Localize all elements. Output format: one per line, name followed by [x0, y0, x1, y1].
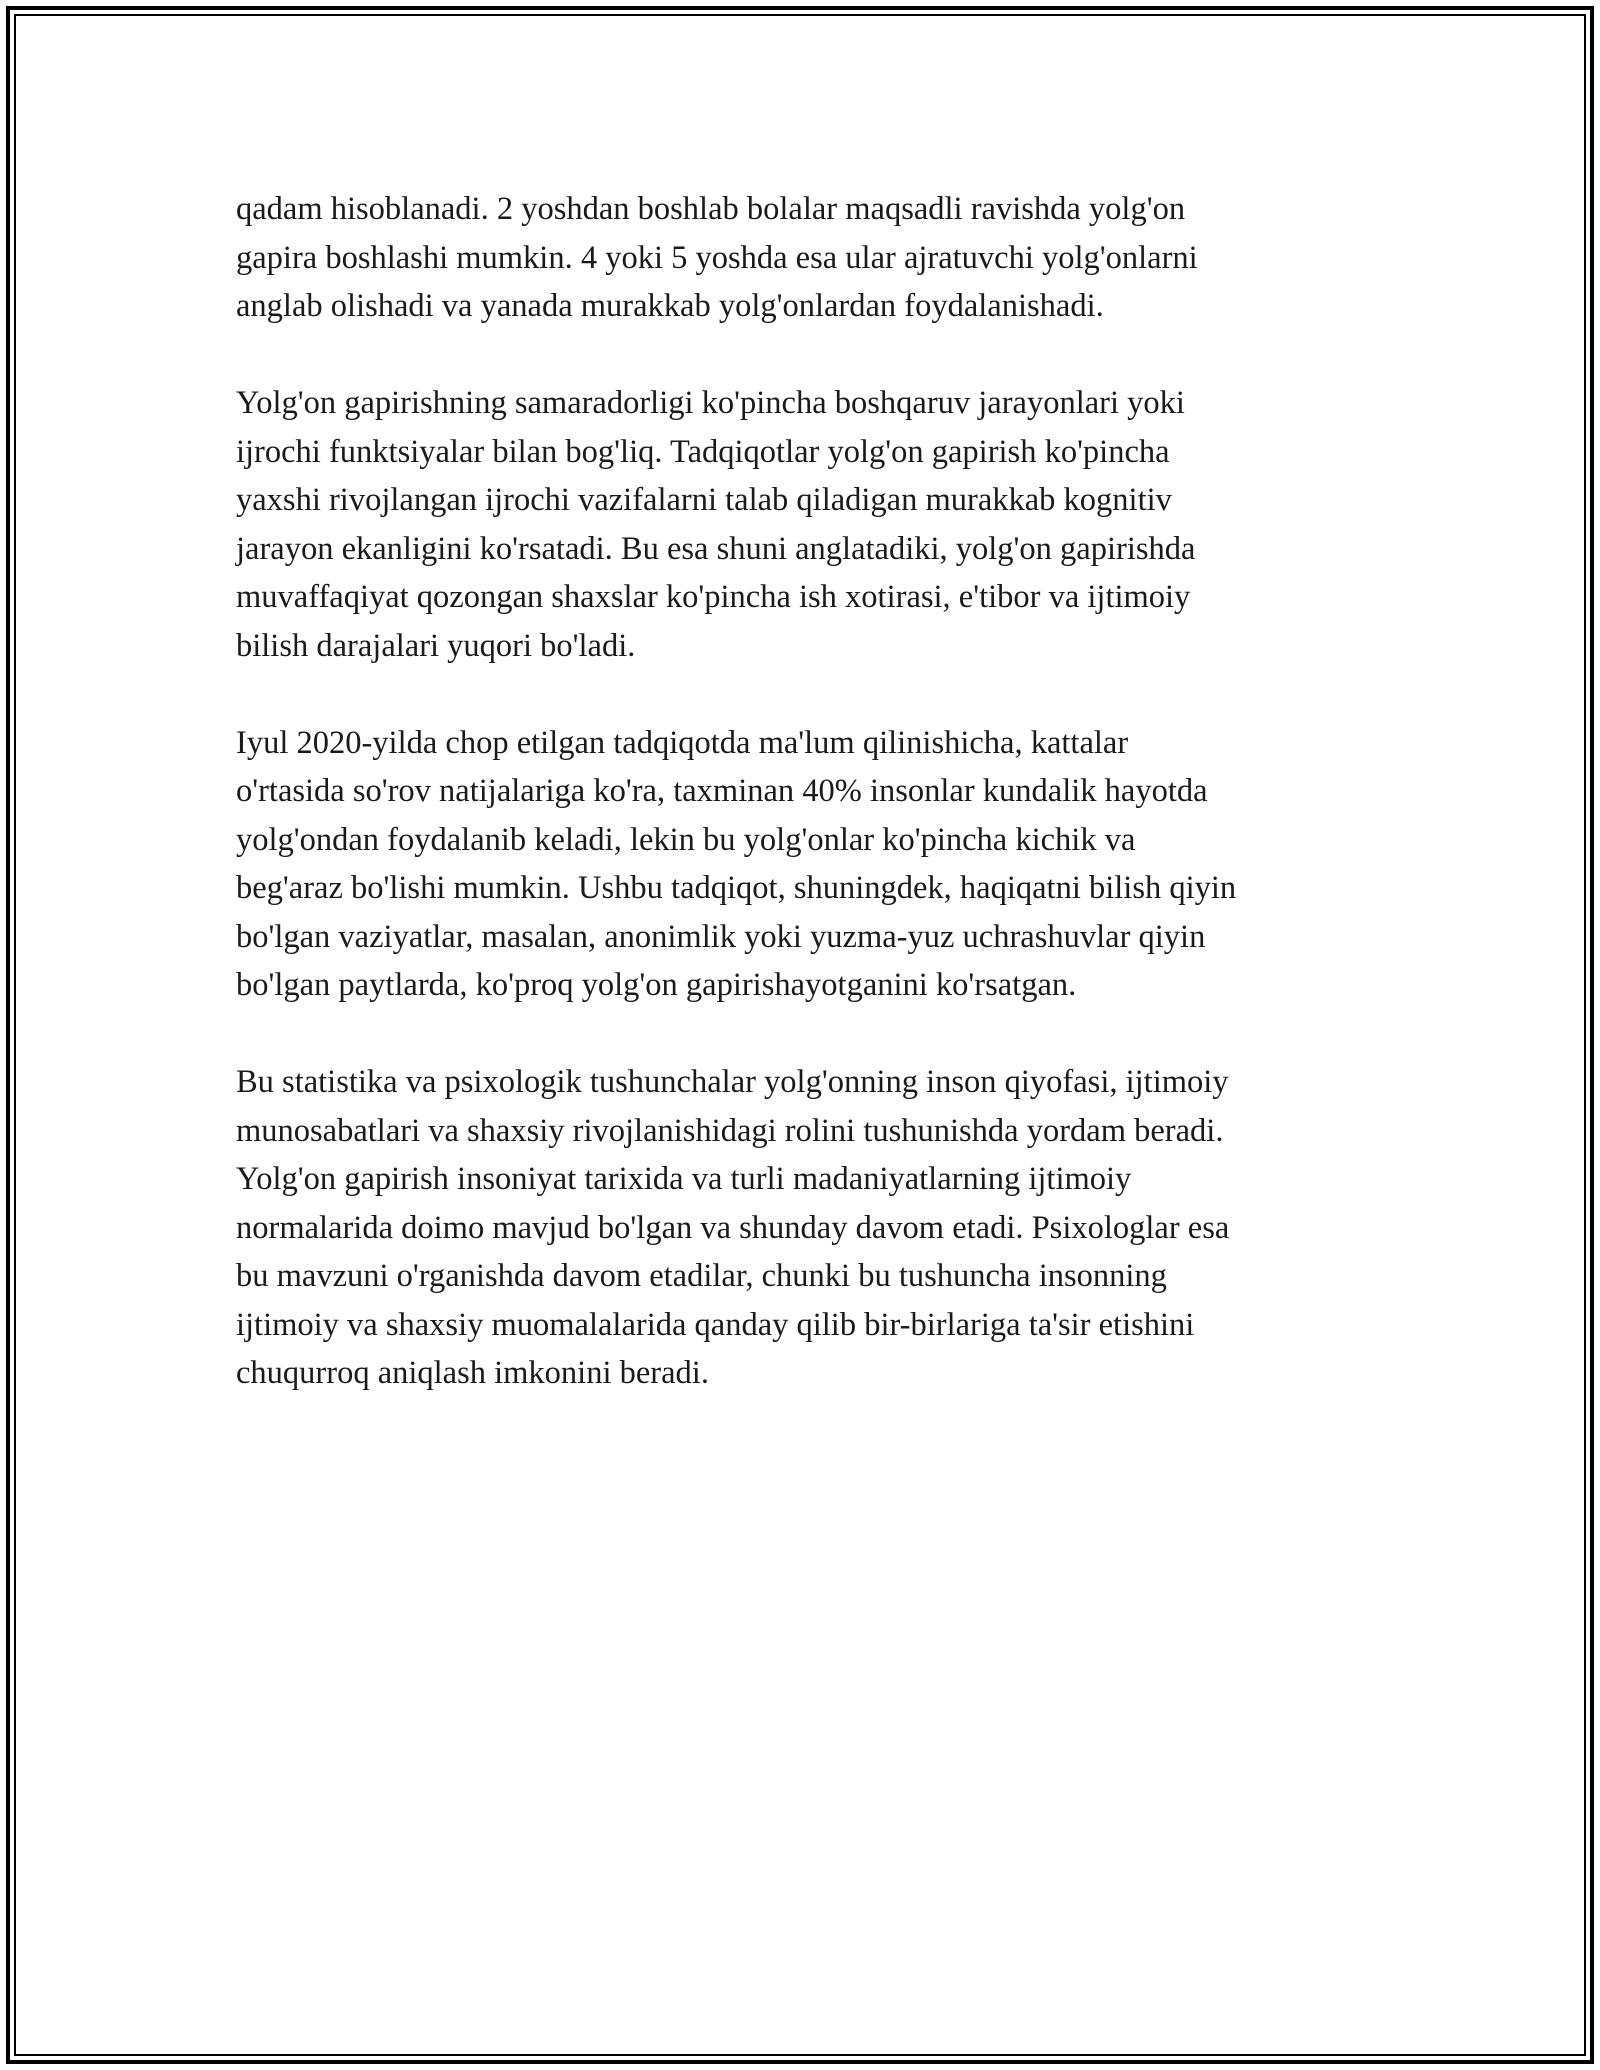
text-line: yaxshi rivojlangan ijrochi vazifalarni talab qiladigan murakkab kognitiv [236, 482, 1172, 518]
document-body [236, 185, 1416, 1446]
text-line: Yolg'on gapirish insoniyat tarixida va turli madaniyatlarning ijtimoiy [236, 1161, 1132, 1197]
text-line: bo'lgan paytlarda, ko'proq yolg'on gapirishayotganini ko'rsatgan. [236, 967, 1077, 1003]
text-line: yolg'ondan foydalanib keladi, lekin bu yolg'onlar ko'pincha kichik va [236, 821, 1136, 858]
text-line: ijrochi funktsiyalar bilan bog'liq. Tadqiqotlar yolg'on gapirish ko'pincha [236, 433, 1170, 470]
text-line: gapira boshlashi mumkin. 4 yoki 5 yoshda esa ular ajratuvchi yolg'onlarni [236, 239, 1198, 276]
text-line: jarayon ekanligini ko'rsatadi. Bu esa shuni anglatadiki, yolg'on gapirishda [236, 530, 1196, 567]
text-line: chuqurroq aniqlash imkonini beradi. [236, 1355, 709, 1391]
paragraph-2 [236, 379, 1416, 670]
text-line: ijtimoiy va shaxsiy muomalalarida qanday qilib bir-birlariga ta'sir etishini [236, 1306, 1195, 1343]
text-line: munosabatlari va shaxsiy rivojlanishidagi rolini tushunishda yordam beradi. [236, 1112, 1224, 1149]
text-line: bilish darajalari yuqori bo'ladi. [236, 627, 636, 664]
paragraph-4 [236, 1058, 1416, 1398]
text-line: Yolg'on gapirishning samaradorligi ko'pincha boshqaruv jarayonlari yoki [236, 385, 1185, 421]
text-line: Iyul 2020-yilda chop etilgan tadqiqotda ma'lum qilinishicha, kattalar [236, 724, 1129, 761]
text-line: beg'araz bo'lishi mumkin. Ushbu tadqiqot, shuningdek, haqiqatni bilish qiyin [236, 870, 1237, 906]
paragraph-1 [236, 185, 1416, 331]
paragraph-3 [236, 719, 1416, 1010]
text-line: anglab olishadi va yanada murakkab yolg'onlardan foydalanishadi. [236, 288, 1104, 324]
text-line: qadam hisoblanadi. 2 yoshdan boshlab bolalar maqsadli ravishda yolg'on [236, 191, 1186, 227]
text-line: muvaffaqiyat qozongan shaxslar ko'pincha ish xotirasi, e'tibor va ijtimoiy [236, 579, 1191, 615]
text-line: Bu statistika va psixologik tushunchalar yolg'onning inson qiyofasi, ijtimoiy [236, 1064, 1229, 1100]
text-line: bo'lgan vaziyatlar, masalan, anonimlik yoki yuzma-yuz uchrashuvlar qiyin [236, 918, 1206, 955]
text-line: normalarida doimo mavjud bo'lgan va shunday davom etadi. Psixologlar esa [236, 1209, 1230, 1246]
text-line: bu mavzuni o'rganishda davom etadilar, chunki bu tushuncha insonning [236, 1258, 1167, 1294]
text-line: o'rtasida so'rov natijalariga ko'ra, taxminan 40% insonlar kundalik hayotda [236, 773, 1208, 809]
